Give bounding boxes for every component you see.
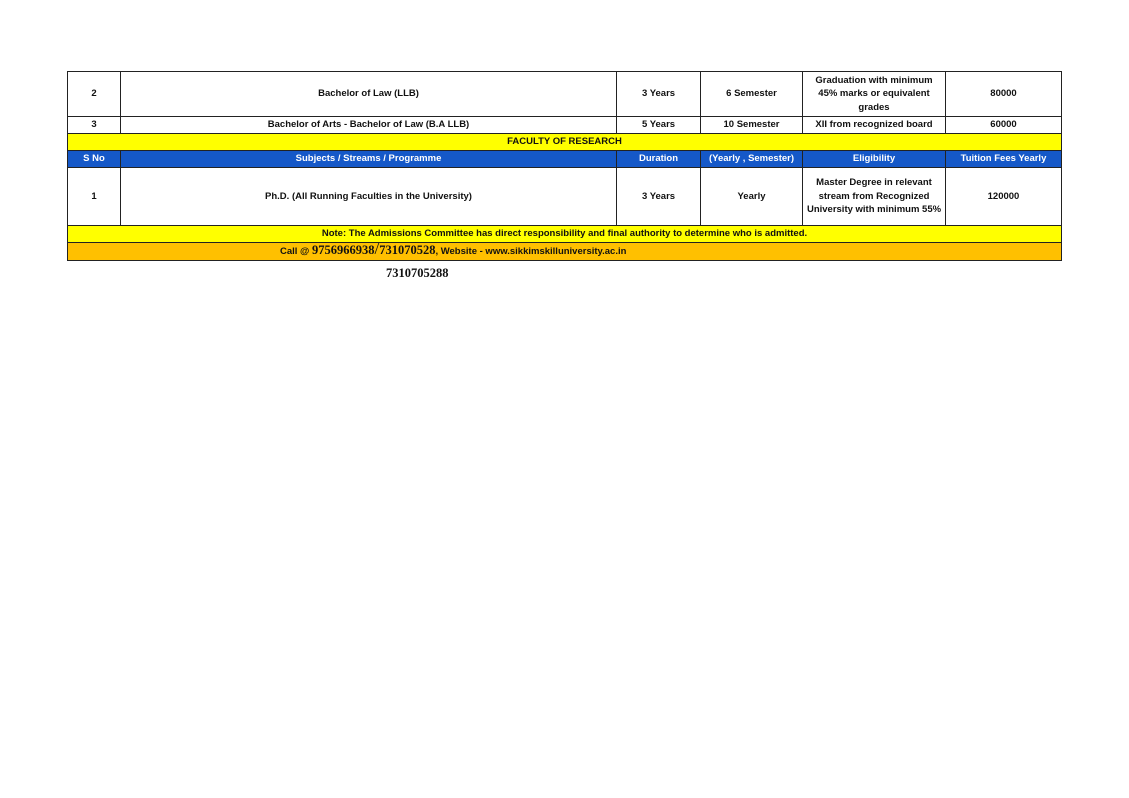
mode-cell: 6 Semester bbox=[701, 72, 803, 117]
eligibility-cell: Graduation with minimum 45% marks or equivalent grades bbox=[803, 72, 946, 117]
header-duration: Duration bbox=[617, 151, 701, 168]
serial-number-cell: 3 bbox=[68, 117, 121, 134]
section-title-row bbox=[68, 134, 1062, 151]
header-programme: Subjects / Streams / Programme bbox=[121, 151, 617, 168]
programme-cell: Bachelor of Arts - Bachelor of Law (B.A LLB) bbox=[121, 117, 617, 134]
header-eligibility: Eligibility bbox=[803, 151, 946, 168]
phone-number-2[interactable]: 731070528 bbox=[379, 243, 436, 258]
programme-cell: Bachelor of Law (LLB) bbox=[121, 72, 617, 117]
contact-cell bbox=[68, 243, 1062, 261]
contact-line bbox=[280, 244, 626, 259]
table-row bbox=[68, 168, 1062, 226]
phone-separator: / bbox=[374, 242, 380, 259]
note-row bbox=[68, 226, 1062, 243]
table-row bbox=[68, 117, 1062, 134]
admissions-note: Note: The Admissions Committee has direct responsibility and final authority to determine who is admitted. bbox=[68, 226, 1062, 243]
serial-number-cell: 1 bbox=[68, 168, 121, 226]
programme-cell: Ph.D. (All Running Faculties in the University) bbox=[121, 168, 617, 226]
fees-cell: 120000 bbox=[946, 168, 1062, 226]
duration-cell: 3 Years bbox=[617, 72, 701, 117]
table-header-row bbox=[68, 151, 1062, 168]
phone-number-3[interactable]: 7310705288 bbox=[386, 266, 449, 280]
duration-cell: 3 Years bbox=[617, 168, 701, 226]
header-mode: (Yearly , Semester) bbox=[701, 151, 803, 168]
duration-cell: 5 Years bbox=[617, 117, 701, 134]
phone-number-1[interactable]: 9756966938 bbox=[311, 243, 375, 258]
eligibility-cell: Master Degree in relevant stream from Recognized University with minimum 55% bbox=[803, 168, 946, 226]
call-label: Call @ bbox=[280, 246, 312, 258]
eligibility-cell: XII from recognized board bbox=[803, 117, 946, 134]
contact-row bbox=[68, 243, 1062, 261]
header-fees: Tuition Fees Yearly bbox=[946, 151, 1062, 168]
table-row bbox=[68, 72, 1062, 117]
section-title: FACULTY OF RESEARCH bbox=[68, 134, 1062, 151]
serial-number-cell: 2 bbox=[68, 72, 121, 117]
website-text[interactable]: , Website - www.sikkimskilluniversity.ac.in bbox=[435, 246, 627, 258]
fees-cell: 60000 bbox=[946, 117, 1062, 134]
header-sno: S No bbox=[68, 151, 121, 168]
mode-cell: Yearly bbox=[701, 168, 803, 226]
mode-cell: 10 Semester bbox=[701, 117, 803, 134]
fees-cell: 80000 bbox=[946, 72, 1062, 117]
courses-table bbox=[67, 71, 1062, 261]
